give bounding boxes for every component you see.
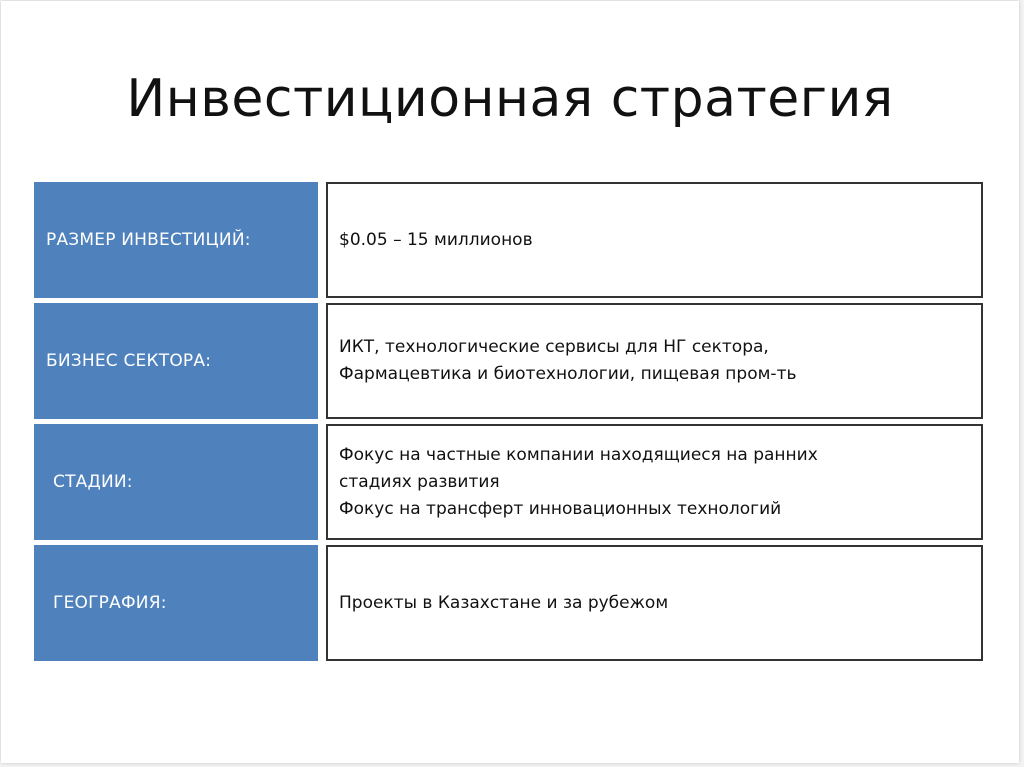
slide-title: Инвестиционная стратегия bbox=[126, 69, 894, 129]
row-value-business-sectors bbox=[326, 303, 983, 419]
row-value-stages bbox=[326, 424, 983, 540]
row-value-geography bbox=[326, 545, 983, 661]
row-label-business-sectors: БИЗНЕС СЕКТОРА: bbox=[34, 303, 318, 419]
slide bbox=[1, 1, 1019, 763]
value-line: ИКТ, технологические сервисы для НГ сектора, bbox=[339, 337, 769, 357]
row-label-investment-size: РАЗМЕР ИНВЕСТИЦИЙ: bbox=[34, 182, 318, 298]
value-line: Проекты в Казахстане и за рубежом bbox=[339, 592, 669, 613]
strategy-row-stages bbox=[34, 424, 984, 540]
value-line: $0.05 – 15 миллионов bbox=[339, 229, 533, 250]
row-value-investment-size bbox=[326, 182, 983, 298]
strategy-row-investment-size bbox=[34, 182, 984, 298]
strategy-row-business-sectors bbox=[34, 303, 984, 419]
value-line: Фокус на частные компании находящиеся на ранних bbox=[339, 444, 818, 465]
strategy-row-geography bbox=[34, 545, 984, 661]
value-line: Фокус на трансферт инновационных технологий bbox=[339, 498, 782, 519]
row-label-geography: ГЕОГРАФИЯ: bbox=[34, 545, 318, 661]
value-line: стадиях развития bbox=[339, 471, 500, 492]
row-label-stages: СТАДИИ: bbox=[34, 424, 318, 540]
value-line: Фармацевтика и биотехнологии, пищевая пром-ть bbox=[339, 364, 797, 384]
